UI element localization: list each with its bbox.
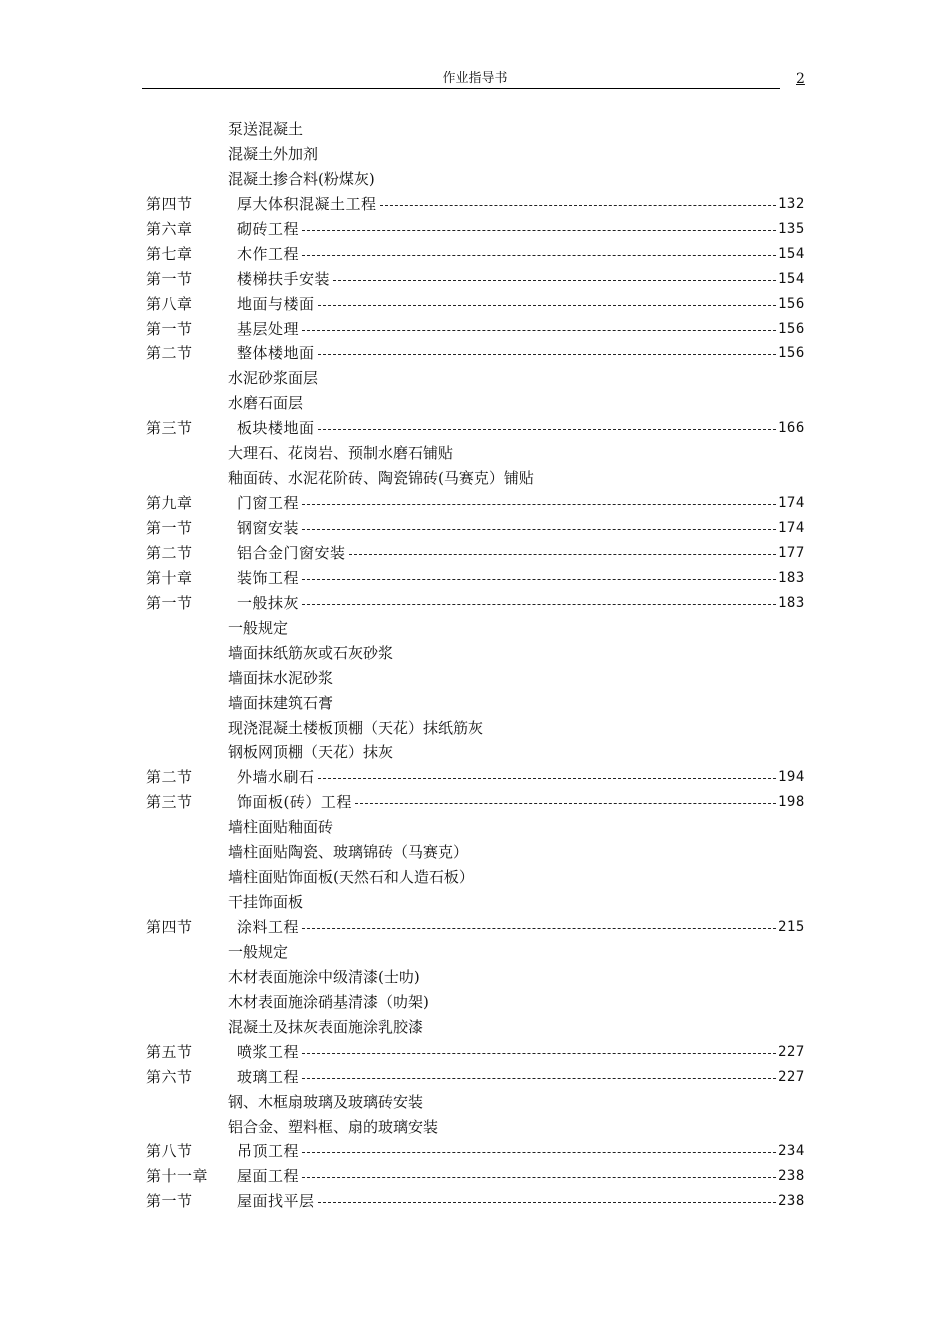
toc-subitem-text: 墙柱面贴陶瓷、玻璃锦砖（马赛克） <box>228 843 469 862</box>
toc-subitem-text: 一般规定 <box>228 618 289 637</box>
toc-entry-title: 板块楼地面 <box>237 419 315 438</box>
toc-subitem-text: 木材表面施涂硝基清漆（叻架) <box>228 992 429 1011</box>
toc-entry-label: 第一节 <box>146 519 193 537</box>
toc-entry <box>0 267 950 292</box>
toc-entry-label: 第三节 <box>146 793 193 812</box>
toc-dot-leader <box>302 1078 776 1079</box>
toc-subitem <box>0 441 950 466</box>
toc-subitem <box>0 740 950 765</box>
toc-entry-label: 第三节 <box>146 419 193 438</box>
toc-subitem-text: 墙面抹纸筋灰或石灰砂浆 <box>228 643 394 662</box>
toc-subitem <box>0 466 950 491</box>
toc-entry-title: 装饰工程 <box>237 568 300 587</box>
toc-subitem-text: 墙柱面贴釉面砖 <box>228 818 334 837</box>
toc-entry-title: 厚大体积混凝土工程 <box>237 194 377 213</box>
toc-subitem-text: 一般规定 <box>228 942 289 961</box>
toc-entry-title: 楼梯扶手安装 <box>237 269 331 288</box>
toc-entry-page: 234 <box>778 1143 805 1160</box>
toc-subitem <box>0 666 950 691</box>
toc-entry-page: 183 <box>778 594 805 611</box>
toc-subitem <box>0 641 950 666</box>
toc-subitem <box>0 167 950 192</box>
toc-subitem-text: 釉面砖、水泥花阶砖、陶瓷锦砖(马赛克）铺贴 <box>228 469 534 488</box>
toc-entry-label: 第一节 <box>146 1192 193 1211</box>
toc-entry-label: 第七章 <box>146 244 193 263</box>
toc-dot-leader <box>318 429 776 430</box>
toc-entry <box>0 416 950 441</box>
toc-entry-label: 第八章 <box>146 294 193 313</box>
toc-dot-leader <box>349 554 776 555</box>
toc-subitem <box>0 117 950 142</box>
toc-entry <box>0 516 950 541</box>
toc-dot-leader <box>302 504 776 505</box>
toc-dot-leader <box>302 928 776 929</box>
toc-subitem <box>0 940 950 965</box>
toc-entry-title: 钢窗安装 <box>237 519 300 537</box>
toc-entry-page: 154 <box>778 270 805 287</box>
toc-dot-leader <box>380 205 776 206</box>
toc-subitem <box>0 1115 950 1140</box>
toc-subitem-text: 水磨石面层 <box>228 394 304 413</box>
toc-subitem-text: 墙面抹建筑石膏 <box>228 693 334 712</box>
toc-subitem-text: 墙柱面贴饰面板(天然石和人造石板） <box>228 868 474 887</box>
toc-entry-label: 第八节 <box>146 1142 193 1161</box>
toc-entry-label: 第一节 <box>146 269 193 288</box>
toc-dot-leader <box>302 1053 776 1054</box>
toc-entry-label: 第四节 <box>146 194 193 213</box>
page-number: 2 <box>796 71 805 87</box>
header-rule <box>142 88 780 89</box>
toc-entry-label: 第一节 <box>146 593 193 612</box>
toc-entry-title: 整体楼地面 <box>237 344 315 363</box>
toc-entry-page: 135 <box>778 220 805 237</box>
toc-subitem <box>0 965 950 990</box>
toc-subitem <box>0 840 950 865</box>
toc-entry-title: 砌砖工程 <box>237 219 300 238</box>
toc-entry-title: 外墙水刷石 <box>237 768 315 787</box>
toc-dot-leader <box>302 330 776 331</box>
toc-entry <box>0 790 950 815</box>
toc-entry-page: 166 <box>778 420 805 437</box>
toc-entry-page: 174 <box>778 495 805 512</box>
toc-entry-label: 第六节 <box>146 1067 193 1086</box>
toc-dot-leader <box>318 778 776 779</box>
toc-dot-leader <box>302 579 776 580</box>
toc-dot-leader <box>302 1152 776 1153</box>
toc-entry-page: 238 <box>778 1193 805 1210</box>
toc-entry <box>0 1040 950 1065</box>
toc-dot-leader <box>302 230 776 231</box>
toc-subitem <box>0 990 950 1015</box>
toc-subitem <box>0 391 950 416</box>
toc-subitem-text: 混凝土外加剂 <box>228 144 319 163</box>
toc-subitem <box>0 1090 950 1115</box>
toc-subitem <box>0 691 950 716</box>
toc-entry-page: 183 <box>778 569 805 586</box>
toc-entry-title: 门窗工程 <box>237 494 300 513</box>
toc-subitem-text: 铝合金、塑料框、扇的玻璃安装 <box>228 1117 439 1136</box>
toc-entry-title: 玻璃工程 <box>237 1067 300 1086</box>
toc-entry-title: 木作工程 <box>237 244 300 263</box>
toc-entry-label: 第二节 <box>146 768 193 787</box>
toc-subitem-text: 混凝土掺合料(粉煤灰) <box>228 169 375 188</box>
toc-entry <box>0 765 950 790</box>
toc-subitem-text: 钢板网顶棚（天花）抹灰 <box>228 743 394 762</box>
toc-entry-label: 第九章 <box>146 494 193 513</box>
toc-entry-label: 第十一章 <box>146 1167 209 1186</box>
toc-subitem <box>0 865 950 890</box>
toc-entry-page: 132 <box>778 195 805 212</box>
toc-dot-leader <box>318 1202 776 1203</box>
toc-subitem-text: 干挂饰面板 <box>228 893 304 912</box>
toc-dot-leader <box>302 529 776 530</box>
toc-subitem <box>0 890 950 915</box>
toc-subitem-text: 泵送混凝土 <box>228 120 304 138</box>
toc-entry-title: 屋面工程 <box>237 1167 300 1186</box>
toc-subitem <box>0 716 950 741</box>
toc-subitem-text: 水泥砂浆面层 <box>228 369 319 388</box>
toc-entry <box>0 1139 950 1164</box>
toc-entry <box>0 491 950 516</box>
toc-entry-label: 第二节 <box>146 543 193 562</box>
toc-entry-page: 156 <box>778 320 805 337</box>
toc-entry-page: 215 <box>778 919 805 935</box>
toc-entry-page: 238 <box>778 1168 805 1185</box>
toc-entry-title: 屋面找平层 <box>237 1192 315 1211</box>
toc-entry-title: 铝合金门窗安装 <box>237 543 346 562</box>
toc-entry <box>0 915 950 940</box>
toc-entry-page: 227 <box>778 1043 805 1060</box>
toc-entry-label: 第二节 <box>146 344 193 363</box>
toc-subitem <box>0 815 950 840</box>
toc-subitem-text: 钢、木框扇玻璃及玻璃砖安装 <box>228 1092 424 1111</box>
toc-entry <box>0 292 950 317</box>
toc-entry-title: 一般抹灰 <box>237 593 300 612</box>
toc-entry-title: 地面与楼面 <box>237 294 315 313</box>
toc-dot-leader <box>318 305 776 306</box>
toc-subitem-text: 木材表面施涂中级清漆(士叻) <box>228 967 420 986</box>
toc-entry-page: 177 <box>778 544 805 561</box>
toc-subitem <box>0 616 950 641</box>
table-of-contents <box>0 117 950 1214</box>
toc-entry-page: 174 <box>778 520 805 536</box>
toc-entry <box>0 317 950 342</box>
toc-entry-title: 涂料工程 <box>237 918 300 936</box>
toc-entry-label: 第十章 <box>146 568 193 587</box>
toc-entry-title: 喷浆工程 <box>237 1042 300 1061</box>
toc-dot-leader <box>302 604 776 605</box>
toc-dot-leader <box>302 255 776 256</box>
toc-entry-label: 第四节 <box>146 918 193 936</box>
toc-entry-page: 194 <box>778 769 805 786</box>
toc-entry-page: 154 <box>778 245 805 262</box>
toc-entry <box>0 242 950 267</box>
toc-subitem-text: 墙面抹水泥砂浆 <box>228 668 334 687</box>
toc-entry-title: 吊顶工程 <box>237 1142 300 1161</box>
toc-entry-page: 156 <box>778 295 805 312</box>
toc-subitem-text: 混凝土及抹灰表面施涂乳胶漆 <box>228 1017 424 1036</box>
toc-entry-title: 饰面板(砖）工程 <box>237 793 352 812</box>
toc-subitem-text: 现浇混凝土楼板顶棚（天花）抹纸筋灰 <box>228 718 484 737</box>
toc-entry <box>0 341 950 366</box>
toc-dot-leader <box>302 1177 776 1178</box>
toc-entry-title: 基层处理 <box>237 319 300 338</box>
header-title: 作业指导书 <box>442 71 508 86</box>
toc-entry-page: 156 <box>778 345 805 362</box>
toc-entry-page: 227 <box>778 1068 805 1085</box>
toc-subitem-text: 大理石、花岗岩、预制水磨石铺贴 <box>228 444 454 463</box>
toc-entry-label: 第五节 <box>146 1042 193 1061</box>
toc-entry <box>0 1065 950 1090</box>
toc-dot-leader <box>333 280 776 281</box>
toc-entry-label: 第六章 <box>146 219 193 238</box>
toc-entry-label: 第一节 <box>146 319 193 338</box>
toc-subitem <box>0 142 950 167</box>
toc-dot-leader <box>318 354 776 355</box>
toc-entry <box>0 1164 950 1189</box>
toc-subitem <box>0 1015 950 1040</box>
toc-entry <box>0 192 950 217</box>
toc-dot-leader <box>355 803 776 804</box>
toc-entry <box>0 591 950 616</box>
toc-entry <box>0 217 950 242</box>
toc-entry <box>0 1189 950 1214</box>
toc-subitem <box>0 366 950 391</box>
toc-entry <box>0 566 950 591</box>
toc-entry-page: 198 <box>778 794 805 811</box>
toc-entry <box>0 541 950 566</box>
